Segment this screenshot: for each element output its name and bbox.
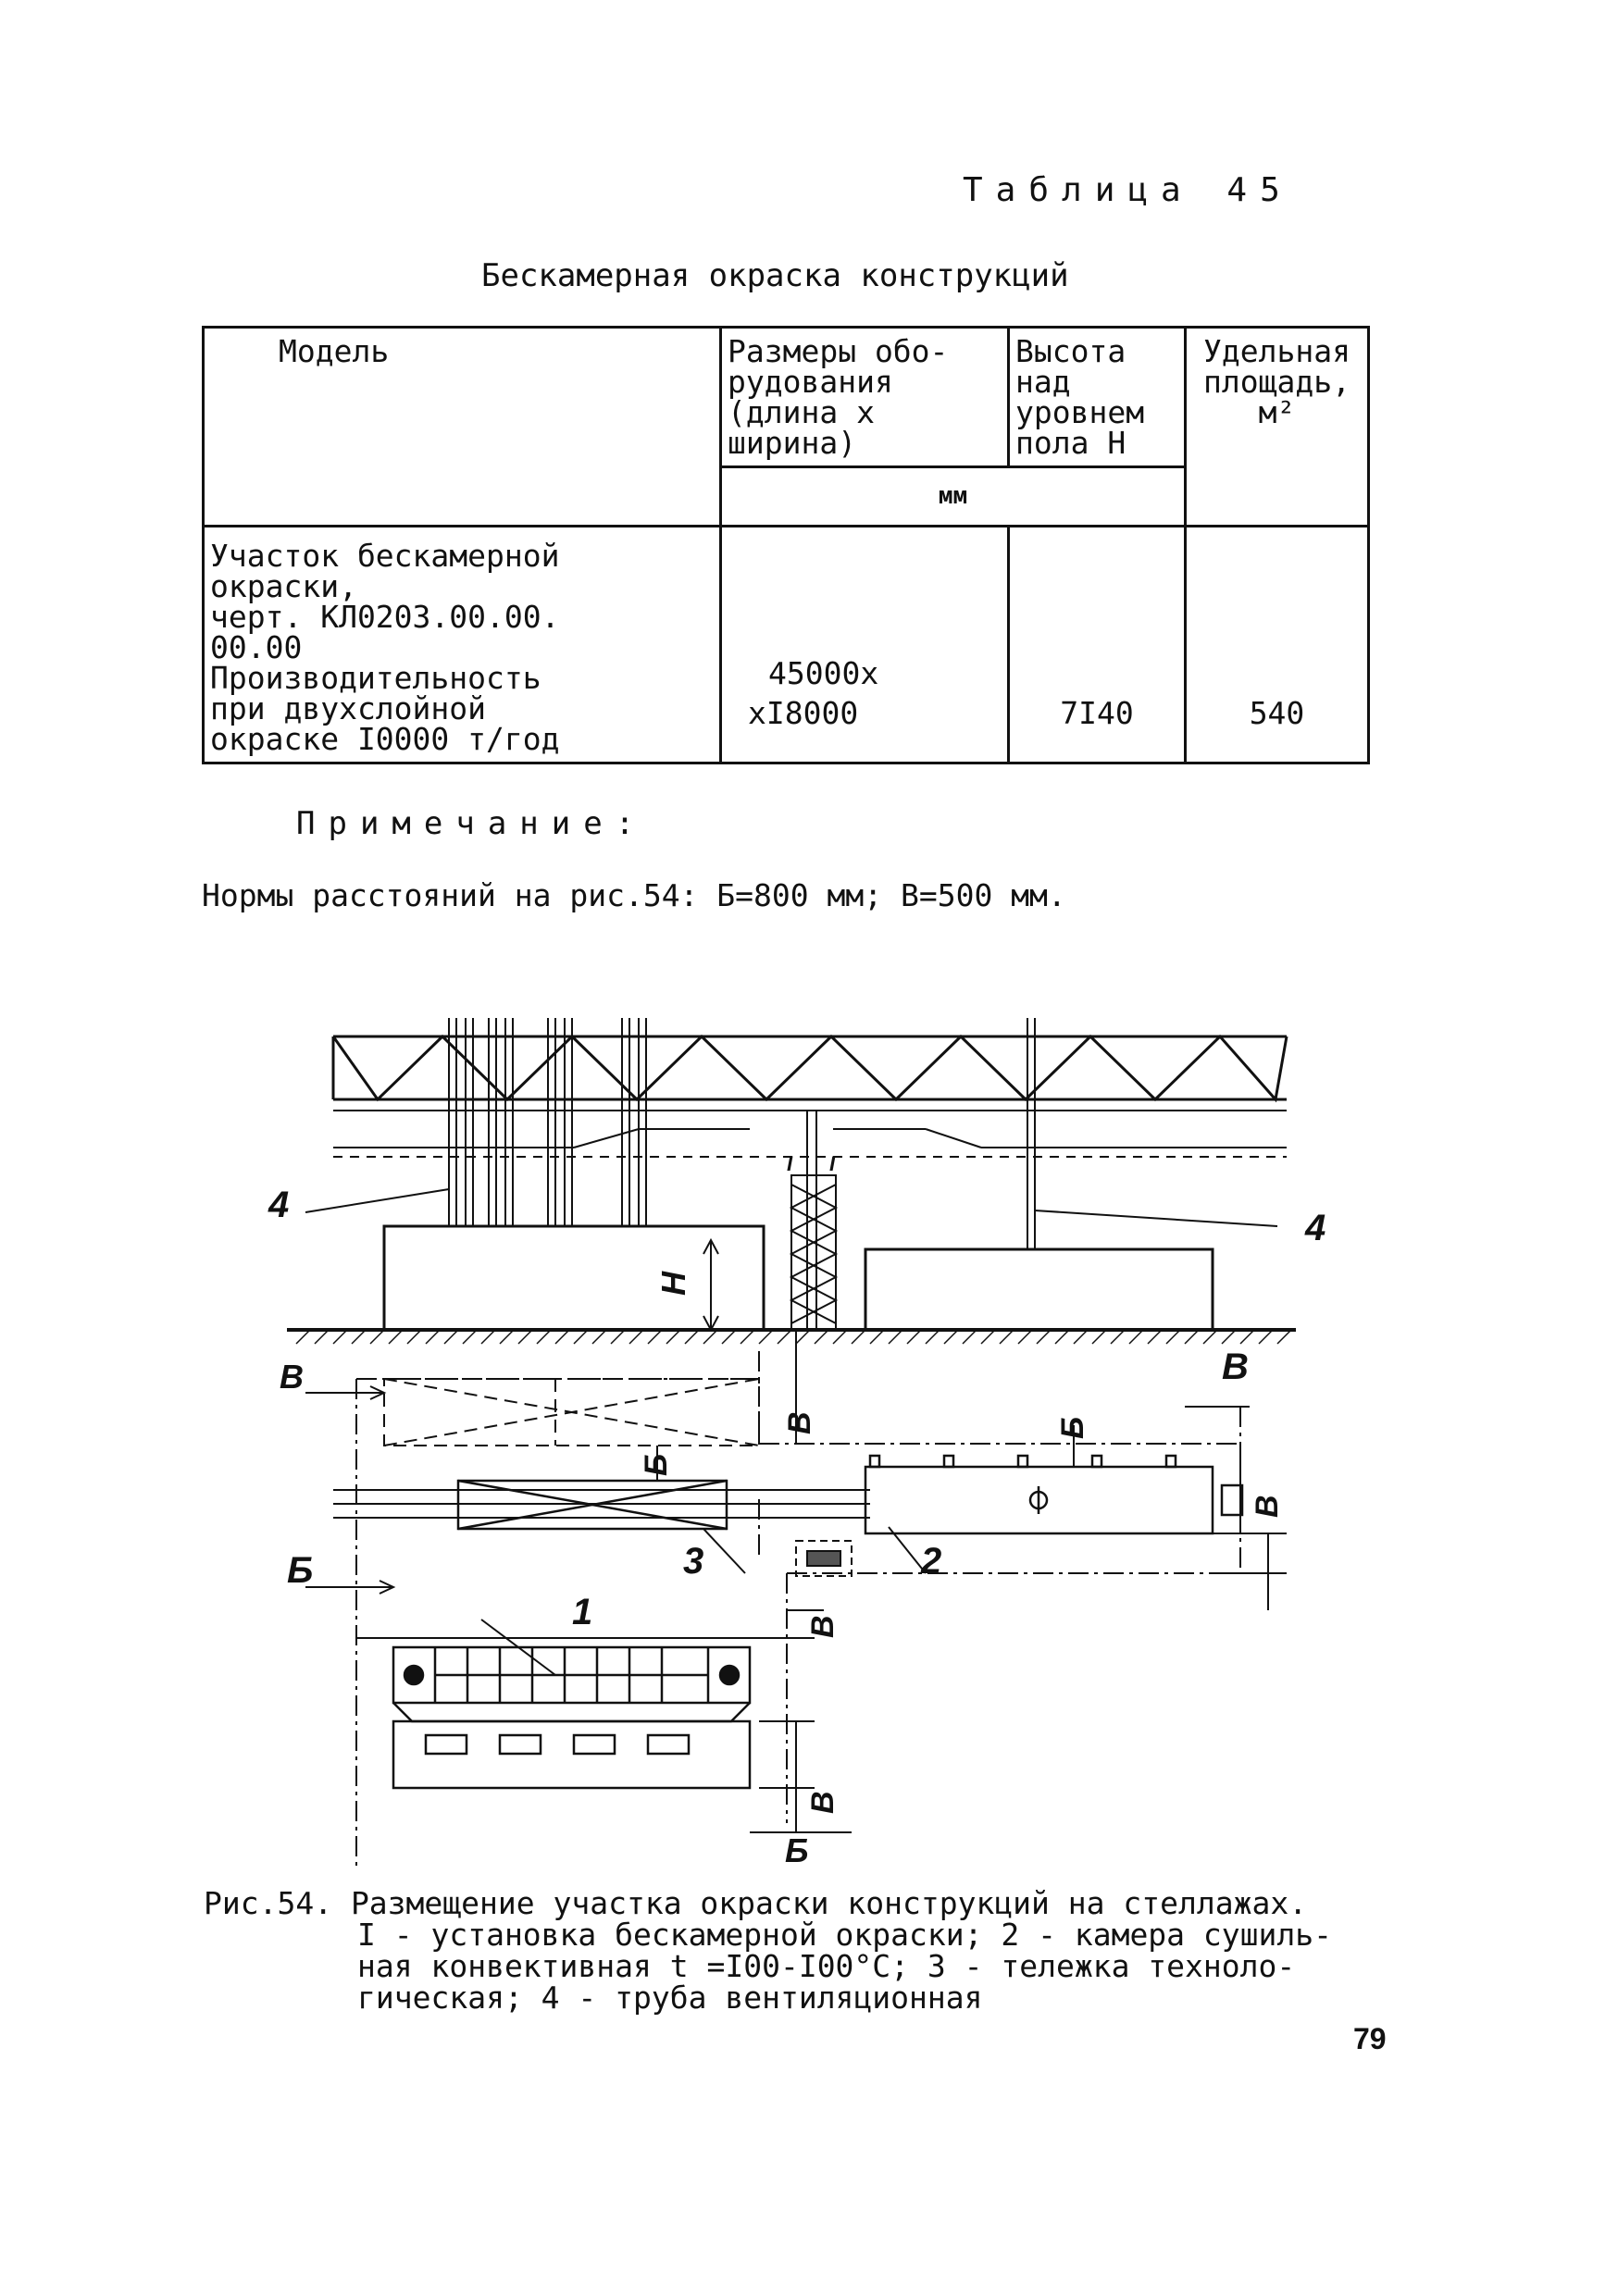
- model-line: Производительность: [210, 660, 541, 696]
- label-b5: В: [805, 1615, 840, 1638]
- model-line: окраске I0000 т/год: [210, 721, 560, 757]
- label-b2: В: [1222, 1347, 1249, 1387]
- column: [787, 1111, 836, 1330]
- header-size-line: (длина х: [728, 394, 875, 430]
- caption-line: ная конвективная t =I00-I00°С; 3 - тележка техноло-: [357, 1948, 1296, 1984]
- floor: [287, 1330, 1296, 1344]
- label-pipe-right: 4: [1305, 1208, 1326, 1248]
- height-mark: H: [654, 1272, 692, 1296]
- dimension-lines: [305, 1330, 1287, 1832]
- ventilation-pipes-left: [449, 1018, 646, 1226]
- height-dimension: [703, 1240, 718, 1330]
- label-item-3: 3: [683, 1541, 704, 1582]
- header-area: [1186, 328, 1369, 527]
- label-bb4: Б: [785, 1831, 809, 1869]
- size-line: 45000х: [768, 655, 879, 691]
- page-number: 79: [1353, 2022, 1387, 2055]
- label-pipe-left: 4: [268, 1185, 290, 1225]
- label-b4: В: [1250, 1495, 1285, 1518]
- header-units: мм: [721, 467, 1186, 527]
- cell-height: 7I40: [1009, 527, 1186, 763]
- caption-line: I - установка бескамерной окраски; 2 - камера сушиль-: [357, 1917, 1332, 1953]
- cell-model: [204, 527, 721, 763]
- roof-truss: [333, 1036, 1287, 1099]
- table-header-row: [204, 328, 1369, 467]
- label-b1: В: [280, 1358, 304, 1396]
- cell-area: 540: [1186, 527, 1369, 763]
- model-line: окраски,: [210, 568, 357, 604]
- label-bb2: Б: [639, 1453, 674, 1476]
- label-bb1: Б: [1055, 1416, 1090, 1439]
- note-text: Нормы расстояний на рис.54: Б=800 мм; В=500 мм.: [202, 877, 1066, 913]
- header-size-line: ширина): [728, 425, 857, 461]
- caption-line: Рис.54. Размещение участка окраски конструкций на стеллажах.: [204, 1885, 1308, 1921]
- svg-text:I: I: [829, 1152, 836, 1175]
- caption-line: гическая; 4 - труба вентиляционная: [357, 1980, 983, 2016]
- model-line: 00.00: [210, 629, 303, 665]
- drying-chamber-plan: [865, 1456, 1242, 1533]
- label-item-2: 2: [921, 1541, 942, 1582]
- model-line: Участок бескамерной: [210, 538, 560, 574]
- svg-text:I: I: [787, 1152, 793, 1175]
- table-subtitle: Бескамерная окраска конструкций: [481, 257, 1069, 294]
- model-line: при двухслойной: [210, 690, 487, 726]
- header-area-line: м²: [1258, 394, 1296, 430]
- ventilation-pipe-right: [1027, 1018, 1035, 1249]
- table-title: Таблица 45: [963, 171, 1293, 209]
- label-b6: В: [805, 1791, 840, 1814]
- header-size-line: Размеры обо-: [728, 333, 949, 369]
- note-heading: Примечание:: [296, 805, 648, 842]
- crane-beam: [333, 1111, 1287, 1157]
- control-unit: [796, 1541, 852, 1576]
- header-height-line: уровнем: [1015, 394, 1145, 430]
- header-size-line: рудования: [728, 364, 893, 400]
- figure-caption: [204, 1885, 1332, 2016]
- installation-plan: [393, 1647, 750, 1788]
- header-height-line: Высота: [1015, 333, 1126, 369]
- table-row: [204, 527, 1369, 763]
- label-item-1: 1: [572, 1592, 593, 1632]
- cell-size: [721, 527, 1009, 763]
- header-size: [721, 328, 1009, 467]
- header-height: [1009, 328, 1186, 467]
- label-bb3: Б: [287, 1550, 314, 1591]
- header-area-line: площадь,: [1203, 364, 1350, 400]
- trolley-parking: [384, 1379, 759, 1446]
- layout-drawing: [241, 999, 1388, 1869]
- equipment-table: [202, 326, 1370, 764]
- installation-elevation: [384, 1226, 764, 1330]
- header-height-line: над: [1015, 364, 1071, 400]
- model-line: черт. КЛ0203.00.00.: [210, 599, 560, 635]
- label-b3: В: [782, 1411, 817, 1434]
- header-area-line: Удельная: [1203, 333, 1350, 369]
- header-model: Модель: [204, 328, 721, 527]
- header-height-line: пола Н: [1015, 425, 1126, 461]
- drying-chamber-elevation: [865, 1249, 1213, 1330]
- size-line: хI8000: [748, 695, 859, 731]
